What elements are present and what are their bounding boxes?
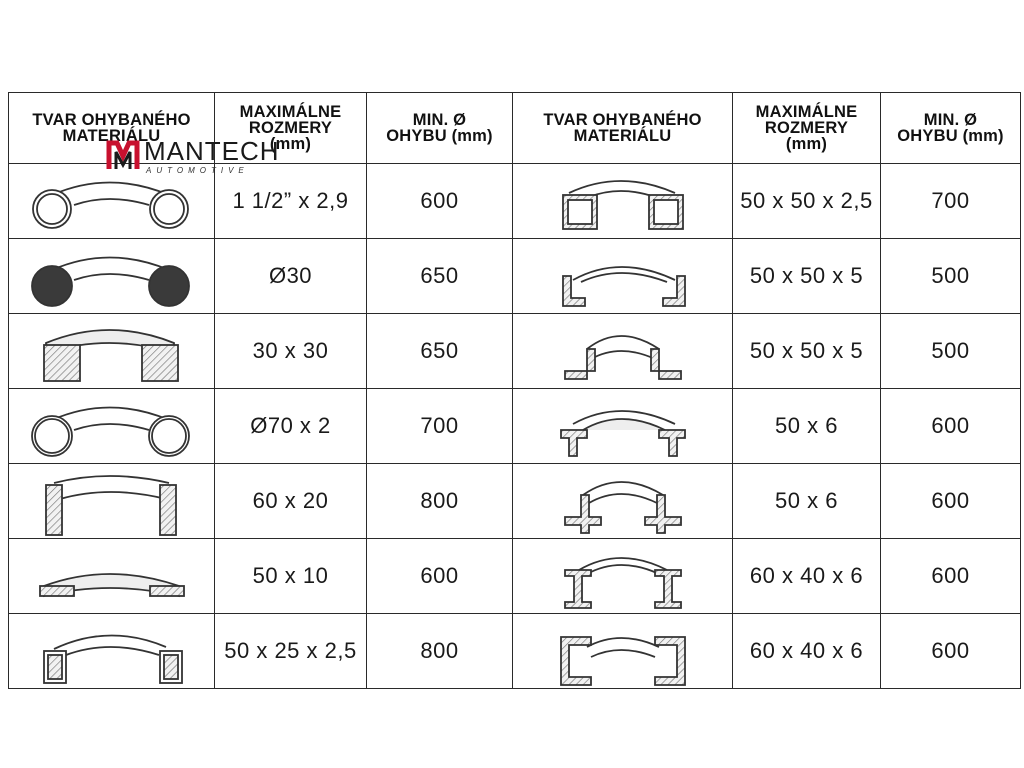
- table-row: [9, 239, 1021, 314]
- max-dimension-cell: 1 1/2” x 2,9: [215, 164, 367, 239]
- shape-cell: [9, 389, 215, 464]
- header-dims-left: MAXIMÁLNE ROZMERY (mm): [215, 93, 367, 164]
- shape-cell: [513, 614, 733, 689]
- round-bar-icon: [14, 240, 210, 312]
- shape-cell: [513, 164, 733, 239]
- mantech-logo-sub: AUTOMOTIVE: [146, 166, 249, 175]
- shape-cell: [513, 464, 733, 539]
- shape-cell: [9, 239, 215, 314]
- max-dimension-cell: 50 x 10: [215, 539, 367, 614]
- header-min-right: MIN. Ø OHYBU (mm): [881, 93, 1021, 164]
- i-beam-icon: [525, 540, 721, 612]
- flat-bar-vertical-icon: [14, 465, 210, 537]
- max-dimension-cell: 50 x 50 x 5: [733, 314, 881, 389]
- max-dimension-cell: 50 x 6: [733, 464, 881, 539]
- min-bend-cell: 700: [881, 164, 1021, 239]
- shape-cell: [513, 539, 733, 614]
- min-bend-cell: 600: [881, 614, 1021, 689]
- header-shape-left: TVAR OHYBANÉHO MATERIÁLU: [9, 93, 215, 164]
- header-dims-right: MAXIMÁLNE ROZMERY (mm): [733, 93, 881, 164]
- tee-in-icon: [525, 390, 721, 462]
- max-dimension-cell: 60 x 40 x 6: [733, 614, 881, 689]
- table-row: [9, 464, 1021, 539]
- mantech-logo: [106, 134, 280, 182]
- max-dimension-cell: 50 x 50 x 2,5: [733, 164, 881, 239]
- min-bend-cell: 600: [881, 464, 1021, 539]
- round-tube-thin-icon: [14, 390, 210, 462]
- shape-cell: [513, 314, 733, 389]
- angle-out-icon: [525, 315, 721, 387]
- shape-cell: [9, 464, 215, 539]
- max-dimension-cell: 50 x 6: [733, 389, 881, 464]
- shape-cell: [9, 614, 215, 689]
- max-dimension-cell: Ø30: [215, 239, 367, 314]
- min-bend-cell: 800: [367, 464, 513, 539]
- max-dimension-cell: 50 x 25 x 2,5: [215, 614, 367, 689]
- header-shape-right: TVAR OHYBANÉHO MATERIÁLU: [513, 93, 733, 164]
- min-bend-cell: 600: [367, 539, 513, 614]
- min-bend-cell: 600: [367, 164, 513, 239]
- shape-cell: [9, 314, 215, 389]
- min-bend-cell: 600: [881, 389, 1021, 464]
- table-row: [9, 539, 1021, 614]
- min-bend-cell: 700: [367, 389, 513, 464]
- min-bend-cell: 500: [881, 239, 1021, 314]
- max-dimension-cell: 50 x 50 x 5: [733, 239, 881, 314]
- min-bend-cell: 650: [367, 239, 513, 314]
- max-dimension-cell: 60 x 20: [215, 464, 367, 539]
- mantech-logo-mark-icon: [106, 138, 140, 172]
- square-bar-icon: [14, 315, 210, 387]
- table-row: [9, 314, 1021, 389]
- max-dimension-cell: Ø70 x 2: [215, 389, 367, 464]
- min-bend-cell: 800: [367, 614, 513, 689]
- mantech-logo-word: MANTECH: [144, 136, 280, 166]
- min-bend-cell: 500: [881, 314, 1021, 389]
- table-row: [9, 614, 1021, 689]
- min-bend-cell: 650: [367, 314, 513, 389]
- square-tube-icon: [525, 165, 721, 237]
- angle-in-icon: [525, 240, 721, 312]
- max-dimension-cell: 30 x 30: [215, 314, 367, 389]
- tee-out-icon: [525, 465, 721, 537]
- max-dimension-cell: 60 x 40 x 6: [733, 539, 881, 614]
- shape-cell: [513, 239, 733, 314]
- shape-cell: [9, 539, 215, 614]
- rect-tube-icon: [14, 615, 210, 687]
- header-min-left: MIN. Ø OHYBU (mm): [367, 93, 513, 164]
- flat-bar-horizontal-icon: [14, 540, 210, 612]
- table-row: [9, 389, 1021, 464]
- shape-cell: [513, 389, 733, 464]
- min-bend-cell: 600: [881, 539, 1021, 614]
- channel-icon: [525, 615, 721, 687]
